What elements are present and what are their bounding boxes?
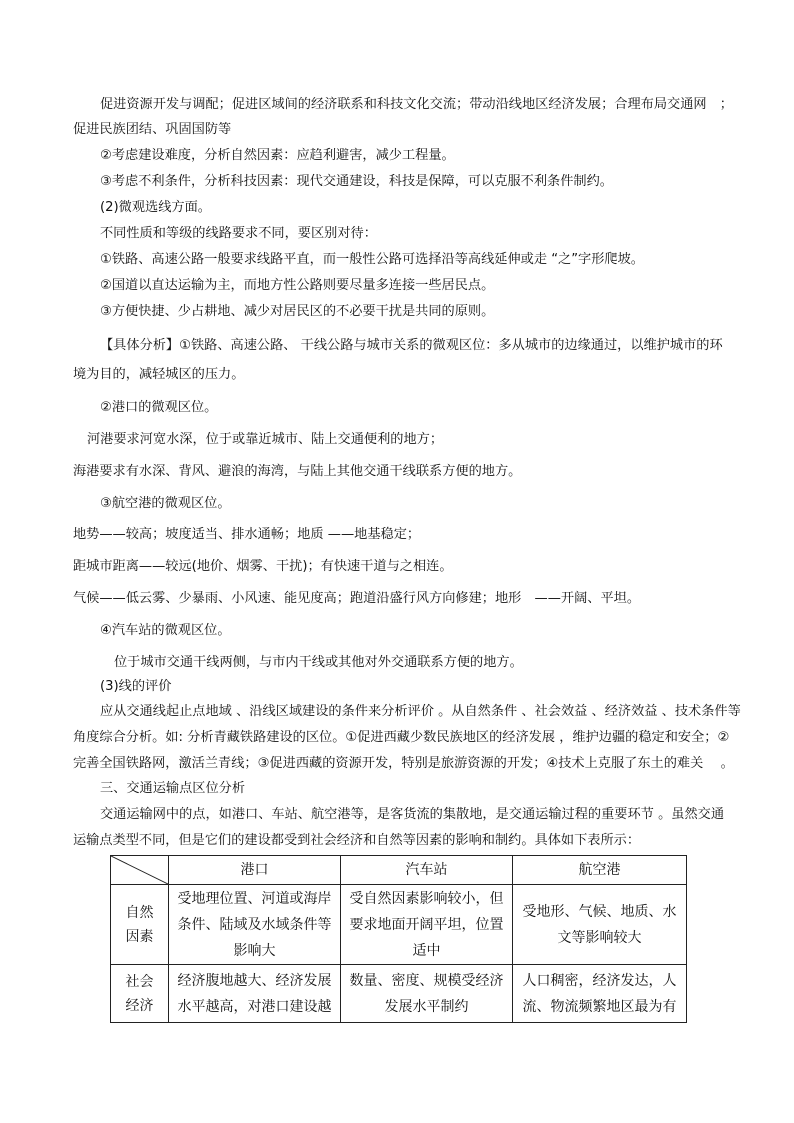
- text-line: 海港要求有水深、背风、避浪的海湾，与陆上其他交通干线联系方便的地方。: [73, 464, 522, 479]
- table-cell: 人口稠密，经济发达，人 流、物流频繁地区最为有: [513, 965, 687, 1023]
- text-line: ③航空港的微观区位。: [100, 496, 231, 511]
- text-line: 【具体分析】①铁路、高速公路、 干线公路与城市关系的微观区位：多从城市的边缘通过，以维护城市的环: [100, 338, 723, 353]
- table-header-row: [111, 856, 687, 885]
- text-line: ①铁路、高速公路一般要求线路平直，而一般性公路可选择沿等高线延伸或走 “之”字形爬坡。: [100, 252, 644, 267]
- text-line: 交通运输网中的点，如港口、车站、航空港等，是客货流的集散地，是交通运输过程的重要环节 。虽然交通: [100, 807, 725, 822]
- text-line: (3)线的评价: [100, 679, 172, 694]
- row-header: 自然 因素: [111, 885, 169, 965]
- text-line: 境为目的，减轻城区的压力。: [73, 367, 245, 382]
- text-line: 气候——低云雾、少暴雨、小风速、能见度高；跑道沿盛行风方向修建；地形 ——开阔、平坦。: [73, 591, 641, 606]
- table-cell: 经济腹地越大、经济发展 水平越高，对港口建设越: [169, 965, 341, 1023]
- text-line: (2)微观选线方面。: [100, 200, 211, 215]
- diagonal-header-cell: [111, 856, 169, 885]
- text-line: 河港要求河宽水深，位于或靠近城市、陆上交通便利的地方；: [87, 432, 444, 447]
- table-cell: 数量、密度、规模受经济 发展水平制约: [341, 965, 513, 1023]
- text-line: 地势——较高；坡度适当、排水通畅；地质 ——地基稳定；: [73, 527, 421, 542]
- text-line: 角度综合分析。如: 分析青藏铁路建设的区位。①促进西藏少数民族地区的经济发展 ，维护边疆的稳定和安全；②: [73, 730, 730, 745]
- table-cell: 受地形、气候、地质、水 文等影响较大: [513, 885, 687, 965]
- text-line: 促进资源开发与调配；促进区域间的经济联系和科技文化交流；带动沿线地区经济发展；合理布局交通网 ；: [100, 97, 733, 112]
- text-line: 应从交通线起止点地域 、沿线区域建设的条件来分析评价 。从自然条件 、社会效益 、经济效益 、技术条件等: [100, 704, 741, 719]
- text-line: 位于城市交通干线两侧，与市内干线或其他对外交通联系方便的地方。: [114, 655, 523, 670]
- table-cell: 受地理位置、河道或海岸 条件、陆域及水域条件等 影响大: [169, 885, 341, 965]
- text-line: ②国道以直达运输为主，而地方性公路则要尽量多连接一些居民点。: [100, 278, 495, 293]
- text-line: ③考虑不利条件，分析科技因素：现代交通建设，科技是保障，可以克服不利条件制约。: [100, 174, 613, 189]
- text-line: ④汽车站的微观区位。: [100, 623, 231, 638]
- text-line: 不同性质和等级的线路要求不同，要区别对待：: [100, 226, 377, 241]
- text-line: 运输点类型不同，但是它们的建设都受到社会经济和自然等因素的影响和制约。具体如下表所示：: [73, 833, 641, 848]
- text-line: 完善全国铁路网，激活兰青线；③促进西藏的资源开发，特别是旅游资源的开发；④技术上克服了东土的难关 。: [73, 756, 734, 771]
- text-line: 三、交通运输点区位分析: [100, 781, 246, 796]
- text-line: ③方便快捷、少占耕地、减少对居民区的不必要干扰是共同的原则。: [100, 304, 495, 319]
- text-line: 距城市距离——较远(地价、烟雾、干扰)；有快速干道与之相连。: [73, 559, 453, 574]
- text-line: 促进民族团结、巩固国防等: [73, 122, 232, 137]
- table-row: [111, 885, 687, 965]
- transport-points-table: [110, 855, 687, 1023]
- diagonal-line: [111, 856, 168, 884]
- column-header: 港口: [169, 856, 341, 885]
- column-header: 汽车站: [341, 856, 513, 885]
- table-row: [111, 965, 687, 1023]
- row-header: 社会 经济: [111, 965, 169, 1023]
- table-cell: 受自然因素影响较小，但 要求地面开阔平坦，位置 适中: [341, 885, 513, 965]
- column-header: 航空港: [513, 856, 687, 885]
- text-line: ②港口的微观区位。: [100, 400, 218, 415]
- text-line: ②考虑建设难度，分析自然因素：应趋利避害，减少工程量。: [100, 148, 455, 163]
